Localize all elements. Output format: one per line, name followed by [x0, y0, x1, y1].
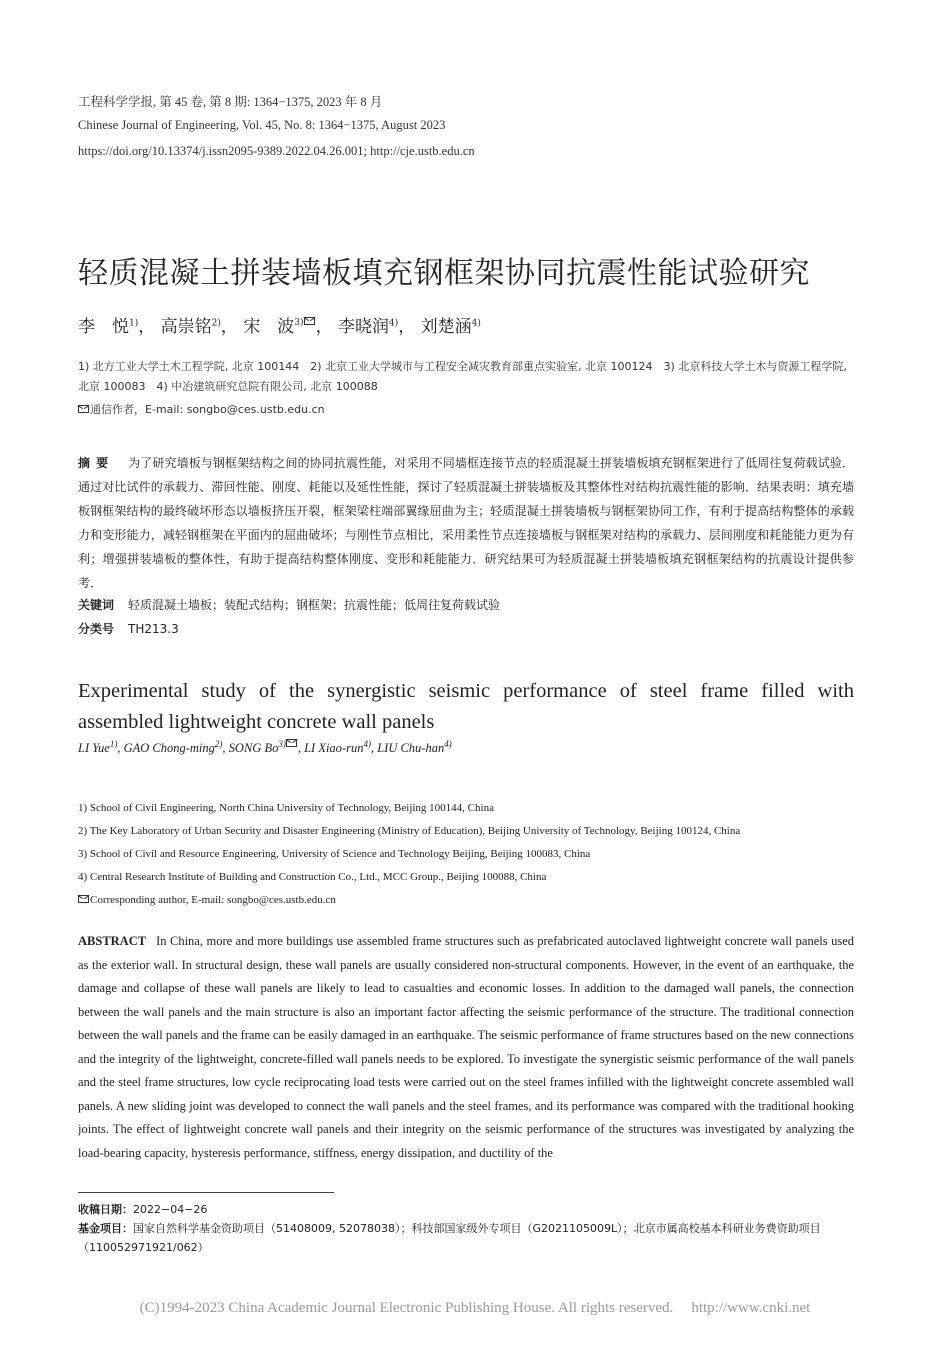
author-en: LI Xiao-run: [304, 741, 364, 756]
footnotes: [78, 1200, 854, 1257]
copyright-watermark: [0, 1300, 950, 1317]
author-sup: 1): [129, 318, 139, 329]
copyright-text: (C)1994-2023 China Academic Journal Electronic Publishing House. All rights reserved.: [139, 1300, 674, 1316]
author-separator: ，: [315, 317, 333, 337]
author-sup: 4): [471, 318, 481, 329]
classification-label-zh: 分类号: [78, 622, 115, 636]
received-value: 2022−04−26: [133, 1203, 208, 1216]
abstract-text-zh: 为了研究墙板与钢框架结构之间的协同抗震性能，对采用不同墙框连接节点的轻质混凝土拼装墙板填充钢框架进行了低周往复荷载试验．通过对比试件的承载力、滞回性能、刚度、耗能以及延性性能，探讨了轻质混凝土拼装墙板及其整体性对结构抗震性能的影响．结果表明：填充墙板钢框架结构的最终破坏形态以墙板挤压开裂，框架梁柱端部翼缘屈曲为主；轻质混凝土拼装墙板与钢框架协同工作，有利于提高结构整体的承载力和变形能力，减轻钢框架在平面内的屈曲破坏；与刚性节点相比，采用柔性节点连接墙板与钢框架对结构的承载力、层间刚度和耗能能力更为有利；增强拼装墙板的整体性，有助于提高结构整体刚度、变形和耗能能力．研究结果可为轻质混凝土拼装墙板填充钢框架结构的抗震设计提供参考．: [78, 456, 854, 590]
keywords-zh: [78, 596, 500, 613]
author-separator: ,: [117, 741, 124, 756]
author-separator: ，: [138, 317, 156, 337]
affiliation-en: 2) The Key Laboratory of Urban Security and Disaster Engineering (Ministry of Education), Beijing University of Technology, Beijing 100124, China: [78, 825, 741, 837]
author-en: SONG Bo: [228, 741, 279, 756]
author-sup: 1): [109, 739, 118, 749]
corresponding-text: Corresponding author, E-mail: songbo@ces.ustb.edu.cn: [90, 894, 336, 906]
author-en: LI Yue: [78, 741, 110, 756]
author-sup: 4): [388, 318, 399, 329]
author-en: LIU Chu-han: [377, 741, 445, 756]
envelope-icon: [78, 405, 89, 413]
authors-zh: [78, 312, 481, 337]
author-separator: ,: [222, 741, 229, 756]
affiliation-en: 3) School of Civil and Resource Engineering, University of Science and Technology Beijing, Beijing 100083, China: [78, 848, 591, 860]
abstract-label-en: ABSTRACT: [78, 934, 147, 948]
author-sup: 2): [214, 739, 223, 749]
author-separator: ，: [398, 317, 416, 337]
author-sup-number: 3): [278, 739, 286, 749]
author-separator: ,: [297, 741, 305, 756]
classification-zh: [78, 620, 179, 637]
received-date: [78, 1200, 854, 1219]
author-zh: 李 悦: [78, 317, 129, 337]
author-zh: 宋 波: [243, 317, 295, 337]
corresponding-author-zh: [78, 401, 325, 417]
author-sup: 4): [363, 739, 371, 749]
envelope-icon: [286, 739, 297, 747]
abstract-text-en: In China, more and more buildings use assembled frame structures such as prefabricated autoclaved lightweight concrete wall panels used as the exterior wall. In structural design, these wall panels are usually considered non-structural components. However, in the event of an earthquake, the damage and collapse of these wall panels are likely to lead to casualties and economic losses. In addition to the damaged wall panels, the connection between the wall panels and the main structure is also an important factor affecting the seismic performance of the structure. The traditional connection between the wall panels and the frame can be easily damaged in an earthquake. The seismic performance of frame structures based on the new connections and the integrity of the lightweight, concrete-filled wall panels needs to be explored. To investigate the synergistic seismic performance of the wall panels and the steel frame structures, low cycle reciprocating load tests were carried out on the steel frames infilled with the lightweight concrete assembled wall panels. A new sliding joint was developed to connect the wall panels and the steel frames, and its performance was compared with the traditional hooking joints. The effect of lightweight concrete wall panels and their integrity on the seismic performance of the structures was investigated by analyzing the load-bearing capacity, hysteresis performance, stiffness, energy dissipation, and ductility of the: [78, 934, 854, 1160]
fund-info: [78, 1219, 854, 1257]
author-sup: [278, 739, 298, 749]
author-en: GAO Chong-ming: [123, 741, 215, 756]
title-zh: 轻质混凝土拼装墙板填充钢框架协同抗震性能试验研究: [78, 256, 810, 292]
author-sup: 4): [444, 739, 452, 749]
abstract-zh: [78, 451, 854, 595]
keywords-label-zh: 关键词: [78, 598, 115, 612]
affiliation-en: 1) School of Civil Engineering, North China University of Technology, Beijing 100144, China: [78, 802, 494, 814]
fund-value: 国家自然科学基金资助项目（51408009, 52078038）；科技部国家级外专项目（G2021105009L）；北京市属高校基本科研业务费资助项目（110052971921/062）: [78, 1222, 821, 1254]
author-sup: [294, 318, 315, 328]
author-separator: ，: [220, 317, 238, 337]
author-sup: 2): [211, 318, 221, 329]
envelope-icon: [304, 317, 315, 325]
title-en: Experimental study of the synergistic seismic performance of steel frame filled with assembled lightweight concrete wall panels: [78, 680, 854, 733]
author-zh: 刘楚涵: [420, 317, 472, 337]
classification-text-zh: TH213.3: [128, 622, 179, 636]
journal-citation-en: Chinese Journal of Engineering, Vol. 45, No. 8: 1364−1375, August 2023: [78, 118, 446, 132]
abstract-en: [78, 930, 854, 1188]
abstract-label-zh: 摘要: [78, 456, 115, 470]
affiliation-en: 4) Central Research Institute of Building and Construction Co., Ltd., MCC Group., Beijing 100088, China: [78, 871, 547, 883]
footnote-divider: [78, 1192, 334, 1193]
corresponding-text: 通信作者，E-mail: songbo@ces.ustb.edu.cn: [90, 403, 325, 416]
corresponding-author-en: [78, 889, 854, 912]
doi-link[interactable]: https://doi.org/10.13374/j.issn2095-9389.2022.04.26.001; http://cje.ustb.edu.cn: [78, 144, 475, 158]
affiliations-en: [78, 797, 854, 912]
author-zh: 李晓润: [337, 317, 389, 337]
fund-label: 基金项目：: [78, 1222, 133, 1235]
affiliations-zh: 1) 北方工业大学土木工程学院, 北京 100144 2) 北京工业大学城市与工程安全减灾教育部重点实验室, 北京 100124 3) 北京科技大学土木与资源工程学院, 北京 100083 4) 中冶建筑研究总院有限公司, 北京 100088: [78, 360, 847, 393]
journal-citation-zh: 工程科学学报, 第 45 卷, 第 8 期: 1364−1375, 2023 年 8 月: [78, 95, 383, 109]
author-zh: 高崇铭: [160, 317, 212, 337]
author-sup-number: 3): [294, 318, 304, 329]
envelope-icon: [78, 895, 89, 903]
author-separator: ,: [370, 741, 378, 756]
keywords-text-zh: 轻质混凝土墙板；装配式结构；钢框架；抗震性能；低周往复荷载试验: [128, 598, 501, 612]
received-label: 收稿日期：: [78, 1203, 133, 1216]
cnki-link[interactable]: http://www.cnki.net: [691, 1300, 811, 1316]
authors-en: [78, 739, 452, 756]
